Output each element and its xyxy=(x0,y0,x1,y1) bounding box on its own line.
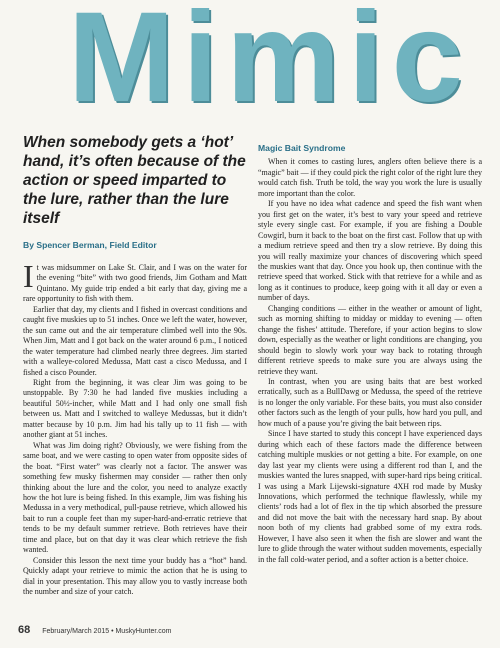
paragraph: It was midsummer on Lake St. Clair, and I was on the water for the evening “bite” with two good friends, Jim Gotham and Matt Quintano. My guide trip ended a bit early that day, giving me a rare opportunity to fish with them. xyxy=(23,258,247,304)
page-footer xyxy=(18,624,488,636)
page-number: 68 xyxy=(18,624,31,636)
byline: By Spencer Berman, Field Editor xyxy=(23,240,157,250)
headline-banner xyxy=(0,0,500,118)
headline: Mimic xyxy=(68,0,471,118)
paragraph: If you have no idea what cadence and speed the fish want when you first get on the water, it’s best to vary your speed and retrieve style every single cast. For example, if you are fishing a Double Cowgirl, burn it back to the boat on the first cast. Follow that up with a medium retrieve speed and then try a slow retrieve. By doing this you will really maximize your chances of discovering which speed the muskies want that day. Once you hook up, then continue with the retrieve speed that worked. Stick with that retrieve for a while and as long as it continues to produce, keep going with it all day or even a number of days. xyxy=(258,199,482,303)
paragraph: Changing conditions — either in the weather or amount of light, such as morning shifting to midday or midday to evening — often change the fishes’ attitude. Therefore, if your action begins to slow down, especially as the weather or light conditions are changing, you should begin to slowly work your way back to rotating through different retrieve speeds to make sure you are always using the retrieve they want. xyxy=(258,303,482,376)
section-heading: Magic Bait Syndrome xyxy=(258,143,346,153)
paragraph: Earlier that day, my clients and I fished in overcast conditions and caught five muskies up to 51 inches. Once we left the water, however, the sun came out and the air temperature climbed well into the 90s. When Jim, Matt and I got back on the water around 6 p.m., I noticed the water temperature had climbed nearly three degrees. Jim started with a walleye-colored Medussa, Matt cast a cisco Medussa, and I fished a cisco Pounder. xyxy=(23,304,247,377)
issue-info: February/March 2015 • MuskyHunter.com xyxy=(42,628,172,635)
paragraph: Right from the beginning, it was clear Jim was going to be unstoppable. By 7:30 he had landed five muskies including a beautiful 50½-incher, while Matt and I had only one small fish between us. Matt and I switched to walleye Medussas, but it didn’t matter because by 10 p.m. Jim had his tally up to 11 fish — with another giant at 51 inches. xyxy=(23,377,247,440)
paragraph: What was Jim doing right? Obviously, we were fishing from the same boat, and we were casting to open water from opposite sides of the boat. “First water” was clearly not a factor. The answer was something few musky fishermen may consider — rather then only thinking about the lure and the color, you need to analyze exactly how the hot lure is being fished. In this example, Jim was fishing his Medussa in a very methodical, pull-pause retrieve, which allowed his bait to run a couple feet than my super-hard-and-erratic retrieve that tends to be my default summer retrieve. Both retrieves have their time and place, but on that day it was clear which retrieve the fish wanted. xyxy=(23,440,247,555)
left-column xyxy=(23,258,247,598)
paragraph: In contrast, when you are using baits that are best worked erratically, such as a BullDawg or Medussa, the speed of the retrieve is no longer the only variable. For these baits, you must also consider other factors such as the length of your pulls, how hard you pull, and how much of a pause you’re giving the bait between rips. xyxy=(258,376,482,428)
right-column xyxy=(258,143,482,565)
paragraph: Consider this lesson the next time your buddy has a “hot” hand. Quickly adapt your retrieve to mimic the action that he is using to dial in your presentation. This may allow you to vastly increase both the number and size of your catch. xyxy=(23,555,247,597)
paragraph: Since I have started to study this concept I have experienced days during which each of these factors made the difference between catching multiple muskies or not getting a bite. For example, on one day last year my clients were using a different rod than I, and the muskies wanted the lures snapped, with super-hard rips being critical. I was using a Mark Lijewski-signature 4XH rod made by Musky Innovations, which performed the technique flawlessly, while my clients’ rods had a lot of flex in the tip which absorbed the pressure and did not move the bait with the necessary hard snap. By about noon both of my clients had grabbed some of my extra rods. However, I have also seen it when the fish are slower and want the lure to glide through the water without sudden movements, especially in the fall cold-water period, and a softer action is a better choice. xyxy=(258,429,482,564)
deck-subtitle: When somebody gets a ‘hot’ hand, it’s often because of the action or speed imparted to the lure, rather than the lure itself xyxy=(23,134,246,227)
paragraph: When it comes to casting lures, anglers often believe there is a “magic” bait — if they could pick the right color of the right lure they would catch fish. Truth be told, the way you work the lure is usually more important than the color. xyxy=(258,157,482,198)
drop-cap: I xyxy=(23,258,34,294)
